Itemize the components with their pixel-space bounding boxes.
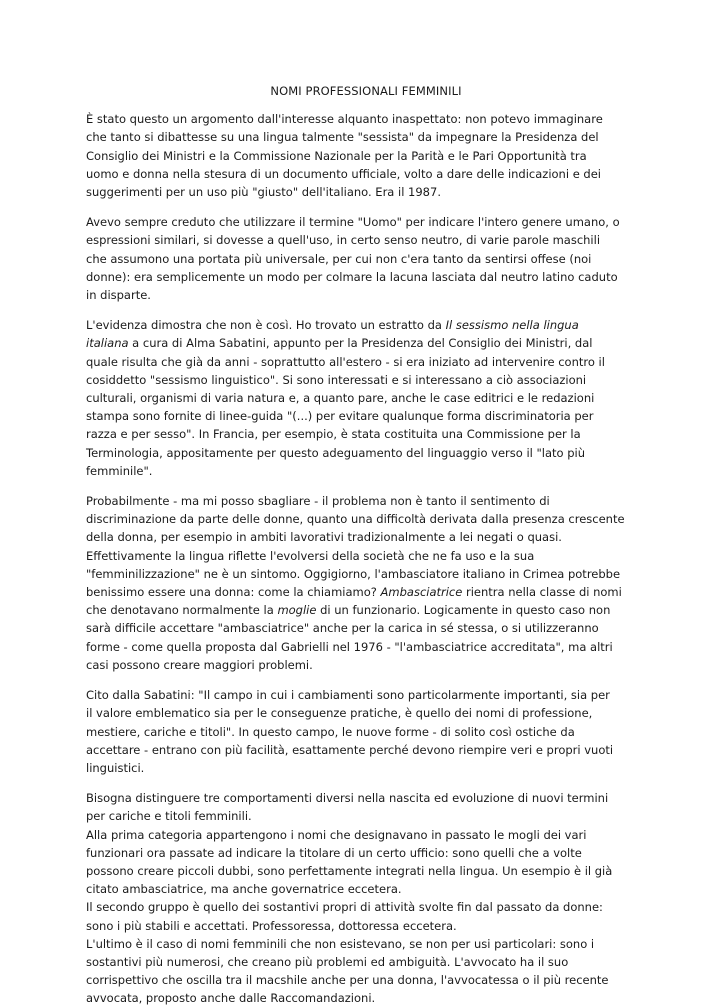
text-line xyxy=(86,462,646,480)
text-segment: Alla prima categoria appartengono i nomi che designavano in passato le mogli dei vari xyxy=(86,827,587,842)
text-line xyxy=(86,583,646,601)
text-line xyxy=(86,250,646,268)
text-segment: casi possono creare maggiori problemi. xyxy=(86,657,313,672)
text-segment: discriminazione da parte delle donne, quanto una difficoltà derivata dalla presenza crescente xyxy=(86,512,625,527)
text-line xyxy=(86,334,646,352)
text-line xyxy=(86,510,646,528)
document-body xyxy=(86,110,646,1007)
text-segment: uomo e donna nella stesura di un documento ufficiale, volto a dare delle indicazioni e dei xyxy=(86,166,602,181)
text-segment: suggerimenti per un uso più "giusto" dell'italiano. Era il 1987. xyxy=(86,185,441,200)
text-segment: accettare - entrano con più facilità, esattamente perché devono riempire veri e propri vuoti xyxy=(86,742,614,757)
text-line xyxy=(86,371,646,389)
text-line xyxy=(86,898,646,916)
text-line xyxy=(86,862,646,880)
text-segment: Cito dalla Sabatini: "Il campo in cui i cambiamenti sono particolarmente importanti, sia per xyxy=(86,688,610,703)
text-segment: Avevo sempre creduto che utilizzare il termine "Uomo" per indicare l'intero genere umano, o xyxy=(86,215,620,230)
text-line xyxy=(86,128,646,146)
text-segment: cosiddetto "sessismo linguistico". Si sono interessati e si interessano a ciò associazioni xyxy=(86,372,587,387)
text-segment: L'ultimo è il caso di nomi femminili che non esistevano, se non per usi particolari: sono i xyxy=(86,936,595,951)
text-segment: sostantivi più numerosi, che creano più problemi ed ambiguità. L'avvocato ha il suo xyxy=(86,954,569,969)
text-line xyxy=(86,547,646,565)
text-segment: avvocata, proposto anche dalle Raccomandazioni. xyxy=(86,991,376,1006)
text-line xyxy=(86,165,646,183)
paragraph xyxy=(86,213,646,304)
text-line xyxy=(86,789,646,807)
text-segment: "femminilizzazione" ne è un sintomo. Oggigiorno, l'ambasciatore italiano in Crimea potrebbe xyxy=(86,566,621,581)
italic-text: italiana xyxy=(86,336,129,351)
text-line xyxy=(86,989,646,1007)
text-line xyxy=(86,183,646,201)
text-segment: Probabilmente - ma mi posso sbagliare - il problema non è tanto il sentimento di xyxy=(86,494,550,509)
text-line xyxy=(86,953,646,971)
text-segment: della donna, per esempio in ambiti lavorativi tradizionalmente a lei negati o quasi. xyxy=(86,530,562,545)
paragraph xyxy=(86,492,646,674)
text-segment: in disparte. xyxy=(86,288,151,303)
text-line xyxy=(86,704,646,722)
text-line xyxy=(86,619,646,637)
text-line xyxy=(86,286,646,304)
text-segment: forme - come quella proposta dal Gabrielli nel 1976 - "l'ambasciatrice accreditata", ma altri xyxy=(86,639,613,654)
text-line xyxy=(86,686,646,704)
text-segment: L'evidenza dimostra che non è così. Ho trovato un estratto da xyxy=(86,318,446,333)
text-segment: donne): era semplicemente un modo per colmare la lacuna lasciata dal neutro latino caduto xyxy=(86,269,618,284)
text-line xyxy=(86,638,646,656)
text-segment: quale risulta che già da anni - soprattutto all'estero - si era iniziato ad intervenire contro il xyxy=(86,354,605,369)
text-line xyxy=(86,213,646,231)
text-segment: di un funzionario. Logicamente in questo caso non xyxy=(316,603,611,618)
paragraph xyxy=(86,789,646,1007)
text-segment: per cariche e titoli femminili. xyxy=(86,809,252,824)
text-segment: espressioni similari, si dovesse a quell'uso, in certo senso neutro, di varie parole maschili xyxy=(86,233,601,248)
italic-text: moglie xyxy=(277,603,317,618)
paragraph xyxy=(86,686,646,777)
text-line xyxy=(86,147,646,165)
text-line xyxy=(86,528,646,546)
document-title: NOMI PROFESSIONALI FEMMINILI xyxy=(270,84,462,98)
italic-text: Ambasciatrice xyxy=(380,585,463,600)
text-line xyxy=(86,971,646,989)
text-segment: razza e per sesso". In Francia, per esempio, è stata costituita una Commissione per la xyxy=(86,427,581,442)
text-line xyxy=(86,759,646,777)
text-segment: Bisogna distinguere tre comportamenti diversi nella nascita ed evoluzione di nuovi termini xyxy=(86,791,609,806)
text-segment: Terminologia, appositamente per questo adeguamento del linguaggio verso il "lato più xyxy=(86,445,586,460)
text-segment: sarà difficile accettare "ambasciatrice" anche per la carica in sé stessa, o si utilizzeranno xyxy=(86,621,599,636)
text-line xyxy=(86,844,646,862)
text-line xyxy=(86,316,646,334)
text-segment: Il secondo gruppo è quello dei sostantivi propri di attività svolte fin dal passato da donne: xyxy=(86,900,603,915)
text-line xyxy=(86,601,646,619)
text-segment: sono i più stabili e accettati. Professoressa, dottoressa eccetera. xyxy=(86,918,457,933)
paragraph xyxy=(86,110,646,201)
text-line xyxy=(86,565,646,583)
text-line xyxy=(86,826,646,844)
text-segment: il valore emblematico sia per le conseguenze pratiche, è quello dei nomi di professione, xyxy=(86,706,593,721)
text-segment: rientra nella classe di nomi xyxy=(462,585,622,600)
text-line xyxy=(86,807,646,825)
text-segment: funzionari ora passate ad indicare la titolare di un certo ufficio: sono quelli che a volte xyxy=(86,845,582,860)
text-segment: È stato questo un argomento dall'interesse alquanto inaspettato: non potevo immaginare xyxy=(86,112,603,127)
paragraph xyxy=(86,316,646,480)
text-line xyxy=(86,407,646,425)
text-segment: linguistici. xyxy=(86,760,145,775)
text-line xyxy=(86,935,646,953)
text-segment: stampa sono fornite di linee-guida "(...) per evitare qualunque forma discriminatoria per xyxy=(86,409,594,424)
text-segment: citato ambasciatrice, ma anche governatrice eccetera. xyxy=(86,882,402,897)
text-segment: corrispettivo che oscilla tra il macshile anche per una donna, l'avvocatessa o il più recente xyxy=(86,973,609,988)
text-line xyxy=(86,880,646,898)
text-line xyxy=(86,231,646,249)
text-line xyxy=(86,741,646,759)
text-segment: culturali, organismi di varia natura e, a quanto pare, anche le case editrici e le redazioni xyxy=(86,391,595,406)
document-page xyxy=(86,82,646,1008)
text-line xyxy=(86,389,646,407)
text-segment: Effettivamente la lingua riflette l'evolversi della società che ne fa uso e la sua xyxy=(86,548,535,563)
text-segment: possono creare piccoli dubbi, sono perfettamente integrati nella lingua. Un esempio è il già xyxy=(86,863,613,878)
text-segment: a cura di Alma Sabatini, appunto per la Presidenza del Consiglio dei Ministri, dal xyxy=(128,336,593,351)
text-line xyxy=(86,492,646,510)
text-line xyxy=(86,268,646,286)
text-line xyxy=(86,656,646,674)
text-line xyxy=(86,723,646,741)
text-line xyxy=(86,110,646,128)
text-segment: Consiglio dei Ministri e la Commissione Nazionale per la Parità e le Pari Opportunità tra xyxy=(86,148,587,163)
text-segment: femminile". xyxy=(86,463,153,478)
text-segment: che tanto si dibattesse su una lingua talmente "sessista" da impegnare la Presidenza del xyxy=(86,130,599,145)
text-line xyxy=(86,917,646,935)
text-segment: mestiere, cariche e titoli". In questo campo, le nuove forme - di solito così ostiche da xyxy=(86,724,575,739)
text-line xyxy=(86,425,646,443)
text-line xyxy=(86,353,646,371)
text-segment: che denotavano normalmente la xyxy=(86,603,278,618)
text-segment: che assumono una portata più universale, per cui non c'era tanto da sentirsi offese (noi xyxy=(86,251,592,266)
text-segment: benissimo essere una donna: come la chiamiamo? xyxy=(86,585,381,600)
italic-text: Il sessismo nella lingua xyxy=(445,318,579,333)
text-line xyxy=(86,444,646,462)
